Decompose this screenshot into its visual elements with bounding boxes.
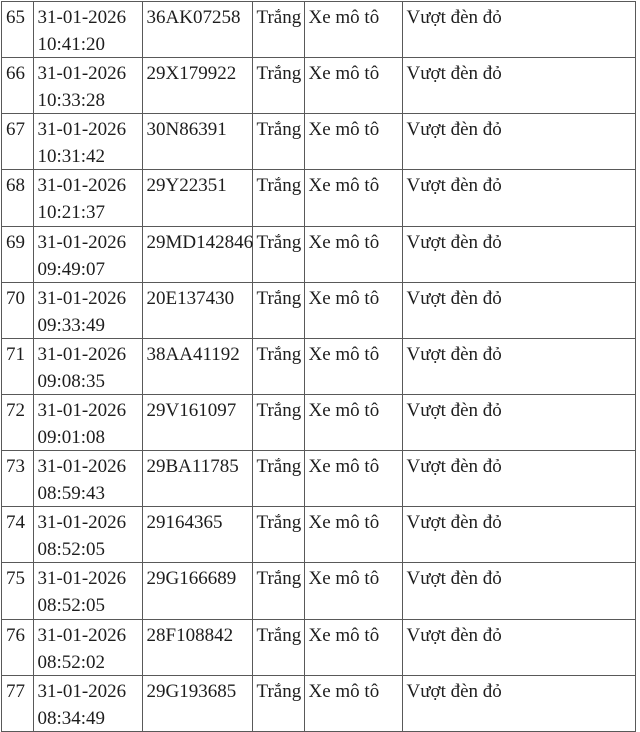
violation-date: 31-01-2026 [37, 680, 127, 702]
row-number-cell: 66 [2, 58, 34, 114]
vehicle-type-cell: Xe mô tô [305, 339, 403, 395]
table-row [2, 507, 636, 563]
violation-cell: Vượt đèn đỏ [403, 58, 637, 114]
row-number-cell: 72 [2, 395, 34, 451]
violation-time: 08:34:49 [37, 707, 106, 729]
vehicle-type-cell: Xe mô tô [305, 283, 403, 339]
violation-cell: Vượt đèn đỏ [403, 563, 637, 619]
vehicle-color-cell: Trắng [253, 563, 305, 619]
violation-cell: Vượt đèn đỏ [403, 620, 637, 676]
vehicle-type-cell: Xe mô tô [305, 620, 403, 676]
violation-time: 09:33:49 [37, 314, 106, 336]
violations-table [1, 1, 636, 732]
vehicle-color-cell: Trắng [253, 507, 305, 563]
row-number-cell: 73 [2, 451, 34, 507]
table-row [2, 58, 636, 114]
violation-cell: Vượt đèn đỏ [403, 676, 637, 732]
vehicle-type-cell: Xe mô tô [305, 227, 403, 283]
license-plate-cell: 29164365 [143, 507, 253, 563]
license-plate-cell: 29V161097 [143, 395, 253, 451]
vehicle-type-cell: Xe mô tô [305, 2, 403, 58]
vehicle-color-cell: Trắng [253, 58, 305, 114]
datetime-cell [34, 563, 143, 619]
violation-cell: Vượt đèn đỏ [403, 170, 637, 226]
vehicle-type-cell: Xe mô tô [305, 170, 403, 226]
datetime-cell [34, 170, 143, 226]
violation-date: 31-01-2026 [37, 7, 127, 28]
table-row [2, 170, 636, 226]
table-row [2, 620, 636, 676]
table-row [2, 395, 636, 451]
violation-cell: Vượt đèn đỏ [403, 2, 637, 58]
violation-time: 08:59:43 [37, 483, 106, 505]
violation-time: 10:21:37 [37, 202, 106, 224]
table-row [2, 283, 636, 339]
row-number-cell: 68 [2, 170, 34, 226]
row-number-cell: 69 [2, 227, 34, 283]
vehicle-color-cell: Trắng [253, 395, 305, 451]
vehicle-type-cell: Xe mô tô [305, 676, 403, 732]
license-plate-cell: 29G193685 [143, 676, 253, 732]
row-number-cell: 75 [2, 563, 34, 619]
datetime-cell [34, 507, 143, 563]
vehicle-type-cell: Xe mô tô [305, 395, 403, 451]
row-number-cell: 65 [2, 2, 34, 58]
violation-date: 31-01-2026 [37, 343, 127, 365]
violation-time: 08:52:05 [37, 595, 106, 617]
vehicle-color-cell: Trắng [253, 339, 305, 395]
row-number-cell: 70 [2, 283, 34, 339]
license-plate-cell: 38AA41192 [143, 339, 253, 395]
license-plate-cell: 29X179922 [143, 58, 253, 114]
table-row [2, 339, 636, 395]
datetime-cell [34, 2, 143, 58]
violation-date: 31-01-2026 [37, 119, 127, 141]
vehicle-type-cell: Xe mô tô [305, 563, 403, 619]
license-plate-cell: 29BA11785 [143, 451, 253, 507]
violation-time: 10:31:42 [37, 146, 106, 168]
datetime-cell [34, 339, 143, 395]
table-row [2, 114, 636, 170]
violation-date: 31-01-2026 [37, 512, 127, 534]
violation-date: 31-01-2026 [37, 399, 127, 421]
datetime-cell [34, 676, 143, 732]
row-number-cell: 67 [2, 114, 34, 170]
vehicle-type-cell: Xe mô tô [305, 58, 403, 114]
vehicle-type-cell: Xe mô tô [305, 114, 403, 170]
license-plate-cell: 28F108842 [143, 620, 253, 676]
vehicle-color-cell: Trắng [253, 114, 305, 170]
violation-date: 31-01-2026 [37, 63, 127, 85]
violation-cell: Vượt đèn đỏ [403, 395, 637, 451]
violation-cell: Vượt đèn đỏ [403, 451, 637, 507]
violation-time: 08:52:05 [37, 539, 106, 561]
vehicle-color-cell: Trắng [253, 170, 305, 226]
license-plate-cell: 29Y22351 [143, 170, 253, 226]
violation-cell: Vượt đèn đỏ [403, 227, 637, 283]
row-number-cell: 77 [2, 676, 34, 732]
violation-cell: Vượt đèn đỏ [403, 114, 637, 170]
datetime-cell [34, 451, 143, 507]
license-plate-cell: 30N86391 [143, 114, 253, 170]
row-number-cell: 76 [2, 620, 34, 676]
datetime-cell [34, 58, 143, 114]
license-plate-cell: 20E137430 [143, 283, 253, 339]
violation-time: 08:52:02 [37, 651, 106, 673]
license-plate-cell: 29MD142846 [143, 227, 253, 283]
violation-date: 31-01-2026 [37, 175, 127, 197]
violation-date: 31-01-2026 [37, 231, 127, 253]
vehicle-color-cell: Trắng [253, 676, 305, 732]
table-row [2, 2, 636, 58]
violation-time: 09:01:08 [37, 426, 106, 448]
violation-time: 09:49:07 [37, 258, 106, 280]
vehicle-type-cell: Xe mô tô [305, 507, 403, 563]
table-row [2, 451, 636, 507]
datetime-cell [34, 114, 143, 170]
vehicle-color-cell: Trắng [253, 283, 305, 339]
violation-time: 10:41:20 [37, 34, 106, 55]
vehicle-color-cell: Trắng [253, 620, 305, 676]
violation-time: 10:33:28 [37, 90, 106, 112]
violation-date: 31-01-2026 [37, 568, 127, 590]
violation-date: 31-01-2026 [37, 624, 127, 646]
row-number-cell: 74 [2, 507, 34, 563]
datetime-cell [34, 395, 143, 451]
table-row [2, 563, 636, 619]
table-row [2, 676, 636, 732]
datetime-cell [34, 620, 143, 676]
license-plate-cell: 29G166689 [143, 563, 253, 619]
vehicle-type-cell: Xe mô tô [305, 451, 403, 507]
datetime-cell [34, 283, 143, 339]
datetime-cell [34, 227, 143, 283]
row-number-cell: 71 [2, 339, 34, 395]
license-plate-cell: 36AK07258 [143, 2, 253, 58]
violation-cell: Vượt đèn đỏ [403, 339, 637, 395]
violation-date: 31-01-2026 [37, 287, 127, 309]
violation-time: 09:08:35 [37, 370, 106, 392]
violation-date: 31-01-2026 [37, 456, 127, 478]
violation-cell: Vượt đèn đỏ [403, 283, 637, 339]
violation-cell: Vượt đèn đỏ [403, 507, 637, 563]
vehicle-color-cell: Trắng [253, 227, 305, 283]
vehicle-color-cell: Trắng [253, 451, 305, 507]
vehicle-color-cell: Trắng [253, 2, 305, 58]
table-row [2, 227, 636, 283]
